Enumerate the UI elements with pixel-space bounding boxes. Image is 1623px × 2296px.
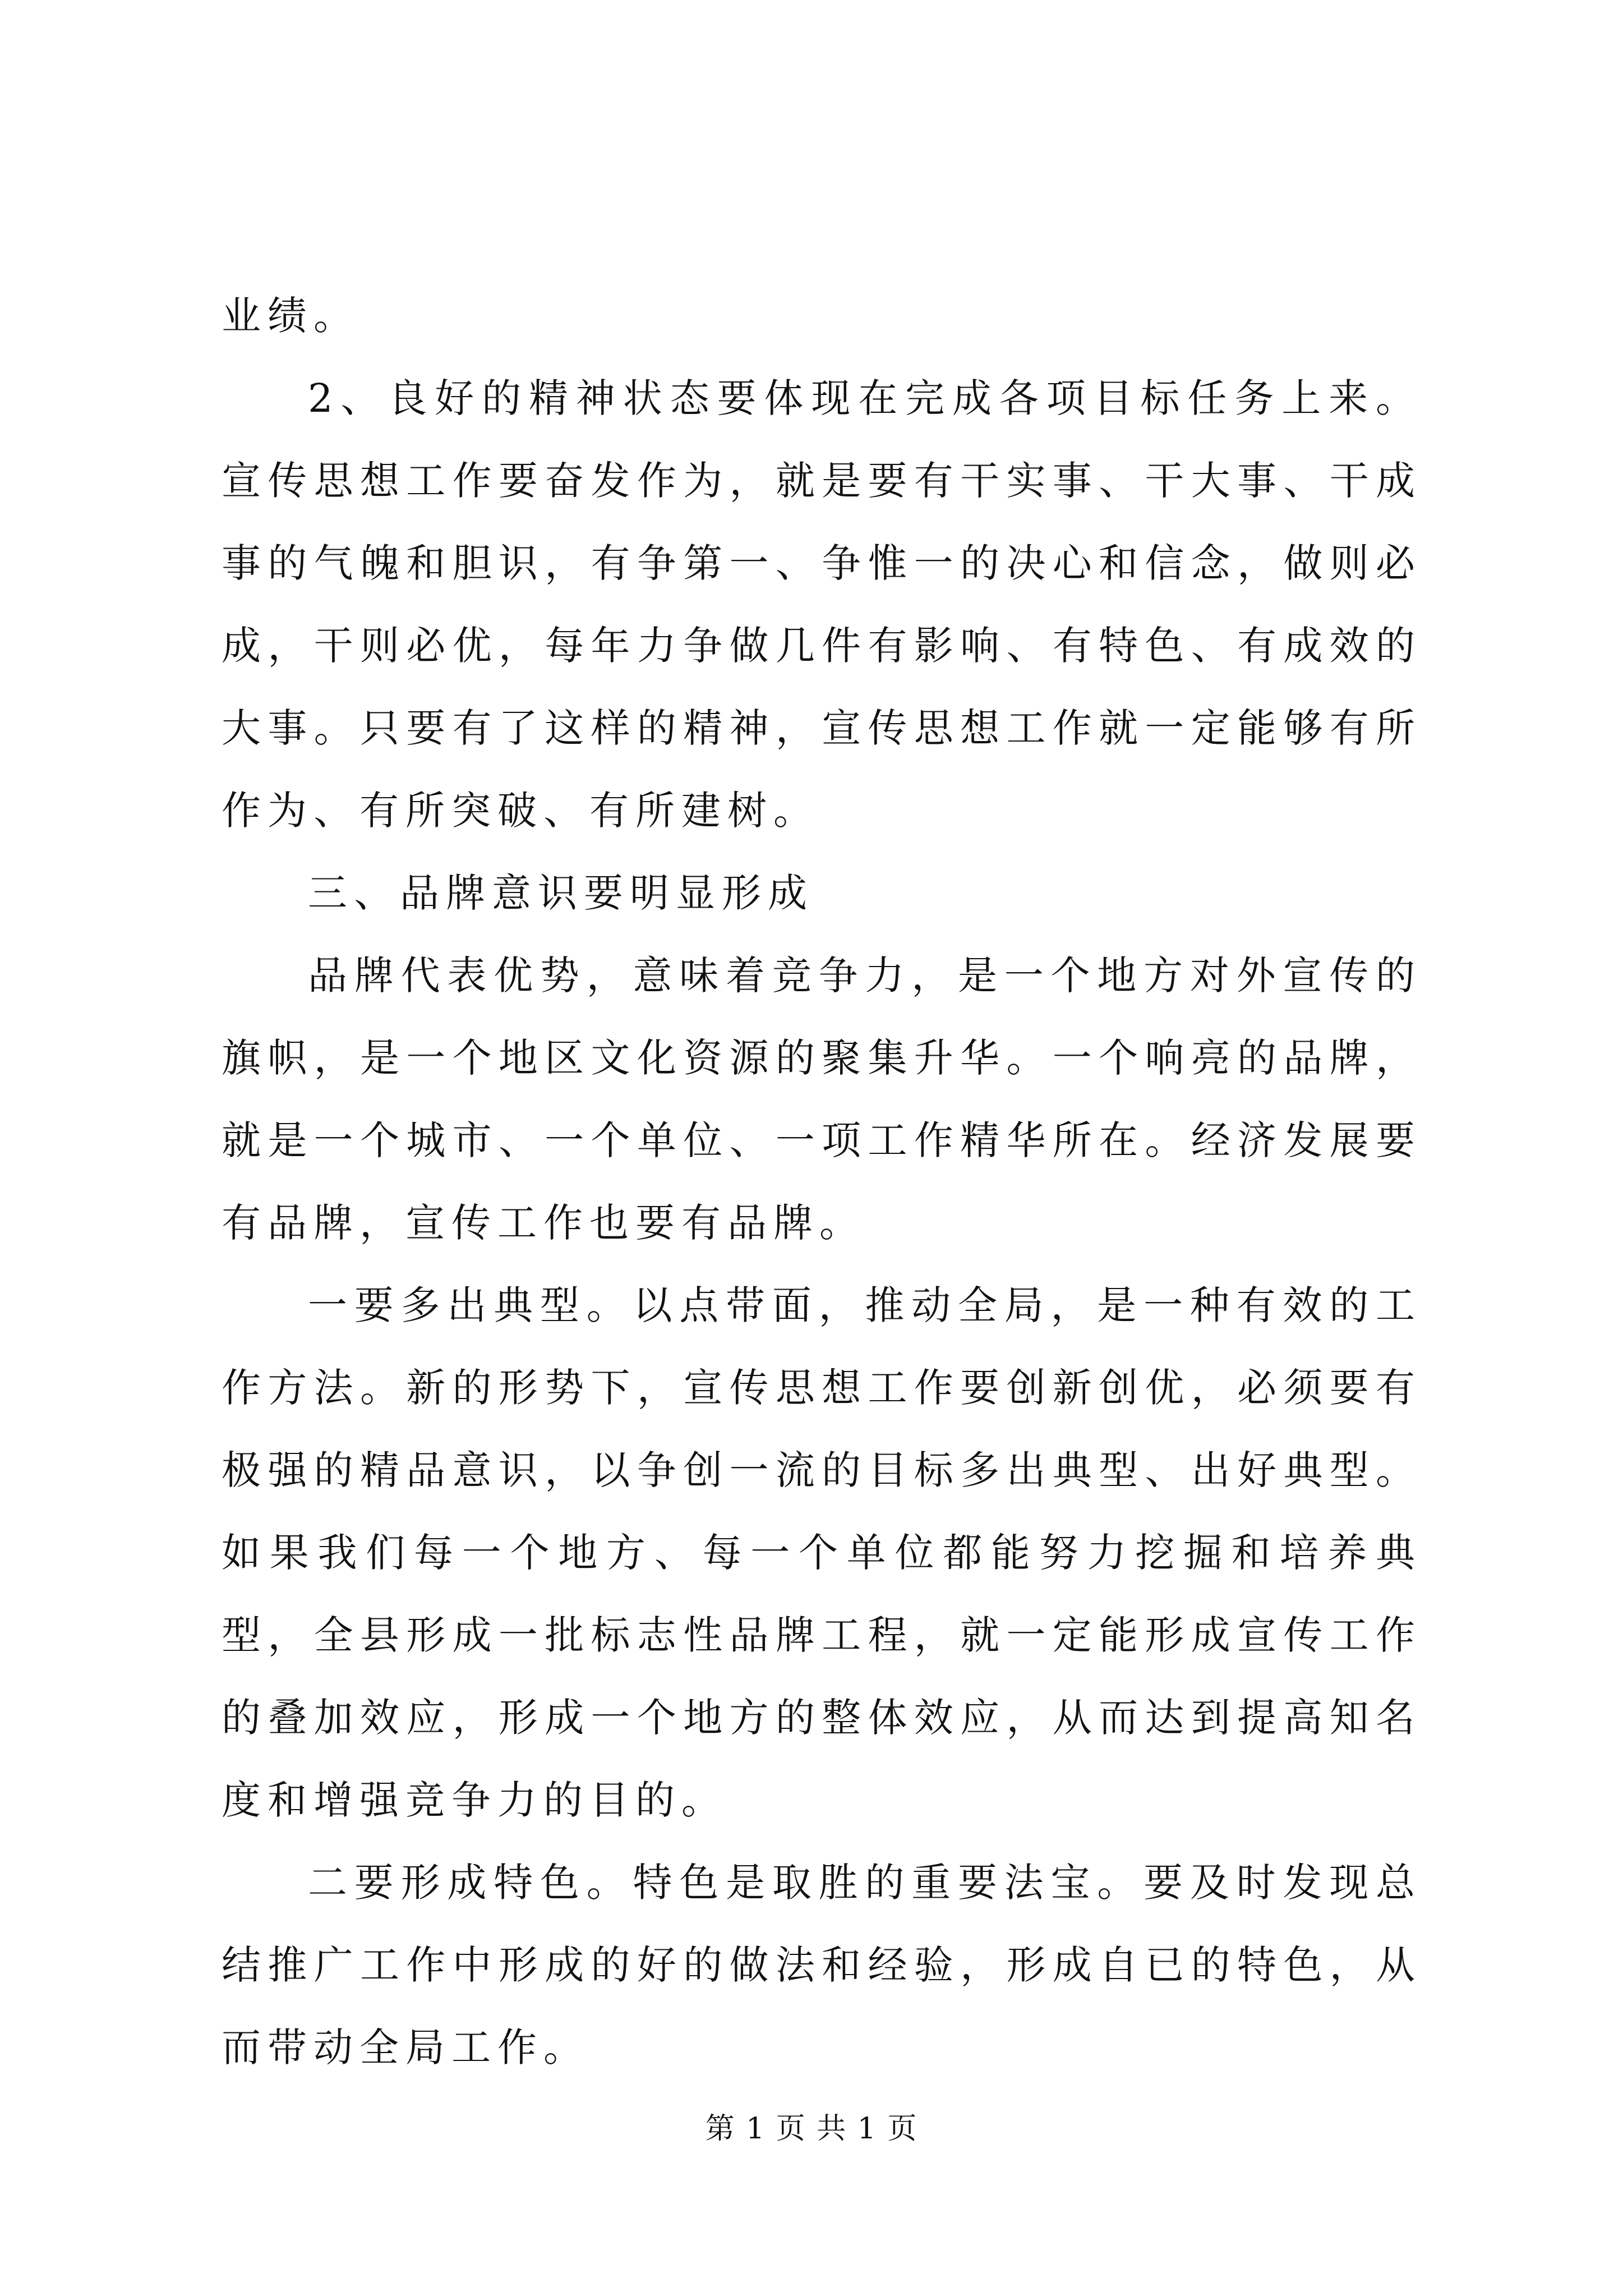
paragraph-spirit-state: 2、良好的精神状态要体现在完成各项目标任务上来。宣传思想工作要奋发作为，就是要有干实事、干大事、干成事的气魄和胆识，有争第一、争惟一的决心和信念，做则必成，干则必优，每年力争做几件有影响、有特色、有成效的大事。只要有了这样的精神，宣传思想工作就一定能够有所作为、有所突破、有所建树。 [222, 375, 1422, 834]
document-body [222, 275, 1422, 2089]
page-number-label: 第 1 页 共 1 页 [705, 2112, 918, 2146]
page-footer [0, 2109, 1623, 2148]
paragraph-form-features: 二要形成特色。特色是取胜的重要法宝。要及时发现总结推广工作中形成的好的做法和经验，形成自已的特色，从而带动全局工作。 [222, 1860, 1422, 2070]
paragraph-brand-advantage: 品牌代表优势，意味着竞争力，是一个地方对外宣传的旗帜，是一个地区文化资源的聚集升华。一个响亮的品牌，就是一个城市、一个单位、一项工作精华所在。经济发展要有品牌，宣传工作也要有品牌。 [222, 953, 1422, 1246]
section-heading-brand: 三、品牌意识要明显形成 [308, 870, 814, 916]
paragraph-typical-examples: 一要多出典型。以点带面，推动全局，是一种有效的工作方法。新的形势下，宣传思想工作要创新创优，必须要有极强的精品意识，以争创一流的目标多出典型、出好典型。如果我们每一个地方、每一个单位都能努力挖掘和培养典型，全县形成一批标志性品牌工程，就一定能形成宣传工作的叠加效应，形成一个地方的整体效应，从而达到提高知名度和增强竞争力的目的。 [222, 1282, 1422, 1823]
paragraph-continuation: 业绩。 [222, 293, 359, 339]
